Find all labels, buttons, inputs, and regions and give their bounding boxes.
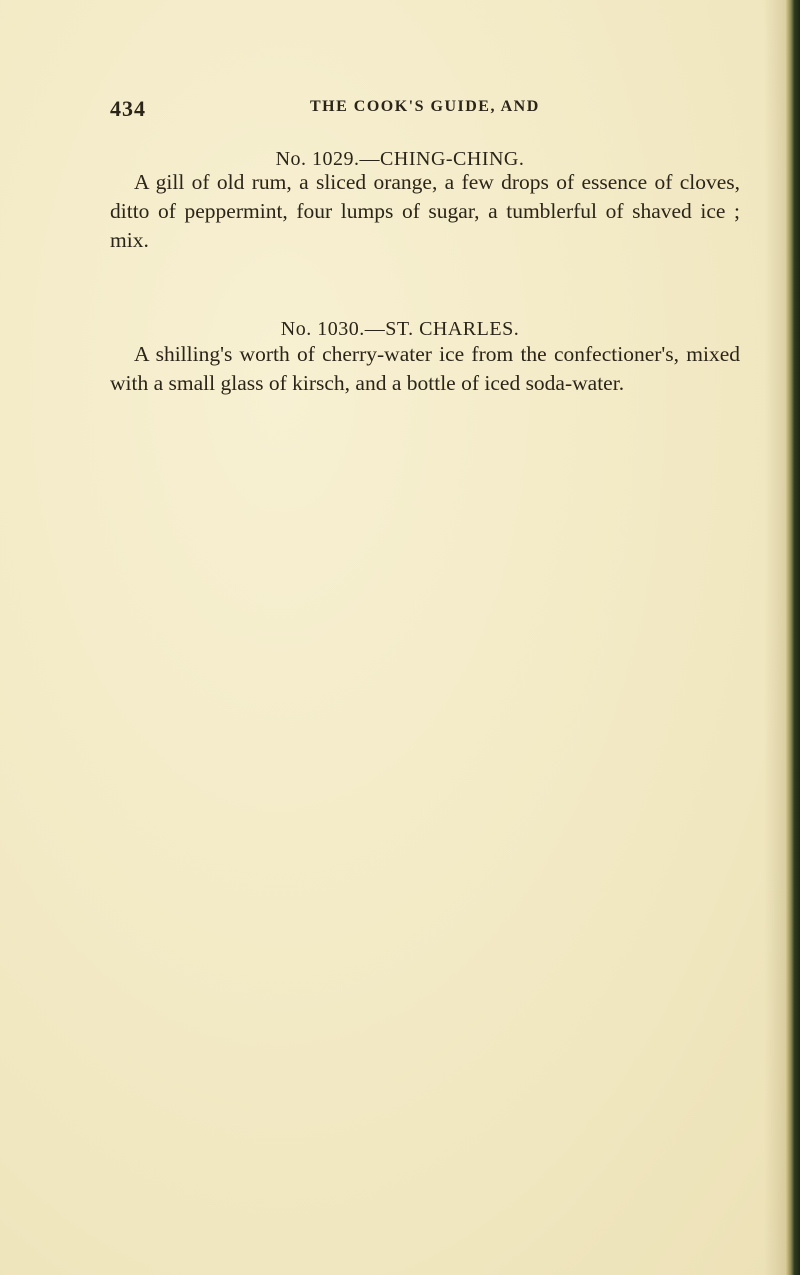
- page-binding-edge: [786, 0, 800, 1275]
- recipe-title: No. 1029.—CHING-CHING.: [275, 148, 525, 170]
- binding-shadow: [764, 0, 786, 1275]
- running-head: THE COOK'S GUIDE, AND: [310, 98, 540, 115]
- recipe-body: A shilling's worth of cherry-water ice from the confectioner's, mixed with a small glass of kirsch, and a bottle of iced soda-water.: [110, 342, 740, 395]
- recipe-body: A gill of old rum, a sliced orange, a few drops of essence of cloves, ditto of peppermint, four lumps of sugar, a tumblerful of shaved ice ; mix.: [110, 170, 740, 252]
- page-number: 434: [110, 96, 146, 121]
- page-header: [110, 96, 740, 126]
- recipe-title: No. 1030.—ST. CHARLES.: [280, 318, 520, 340]
